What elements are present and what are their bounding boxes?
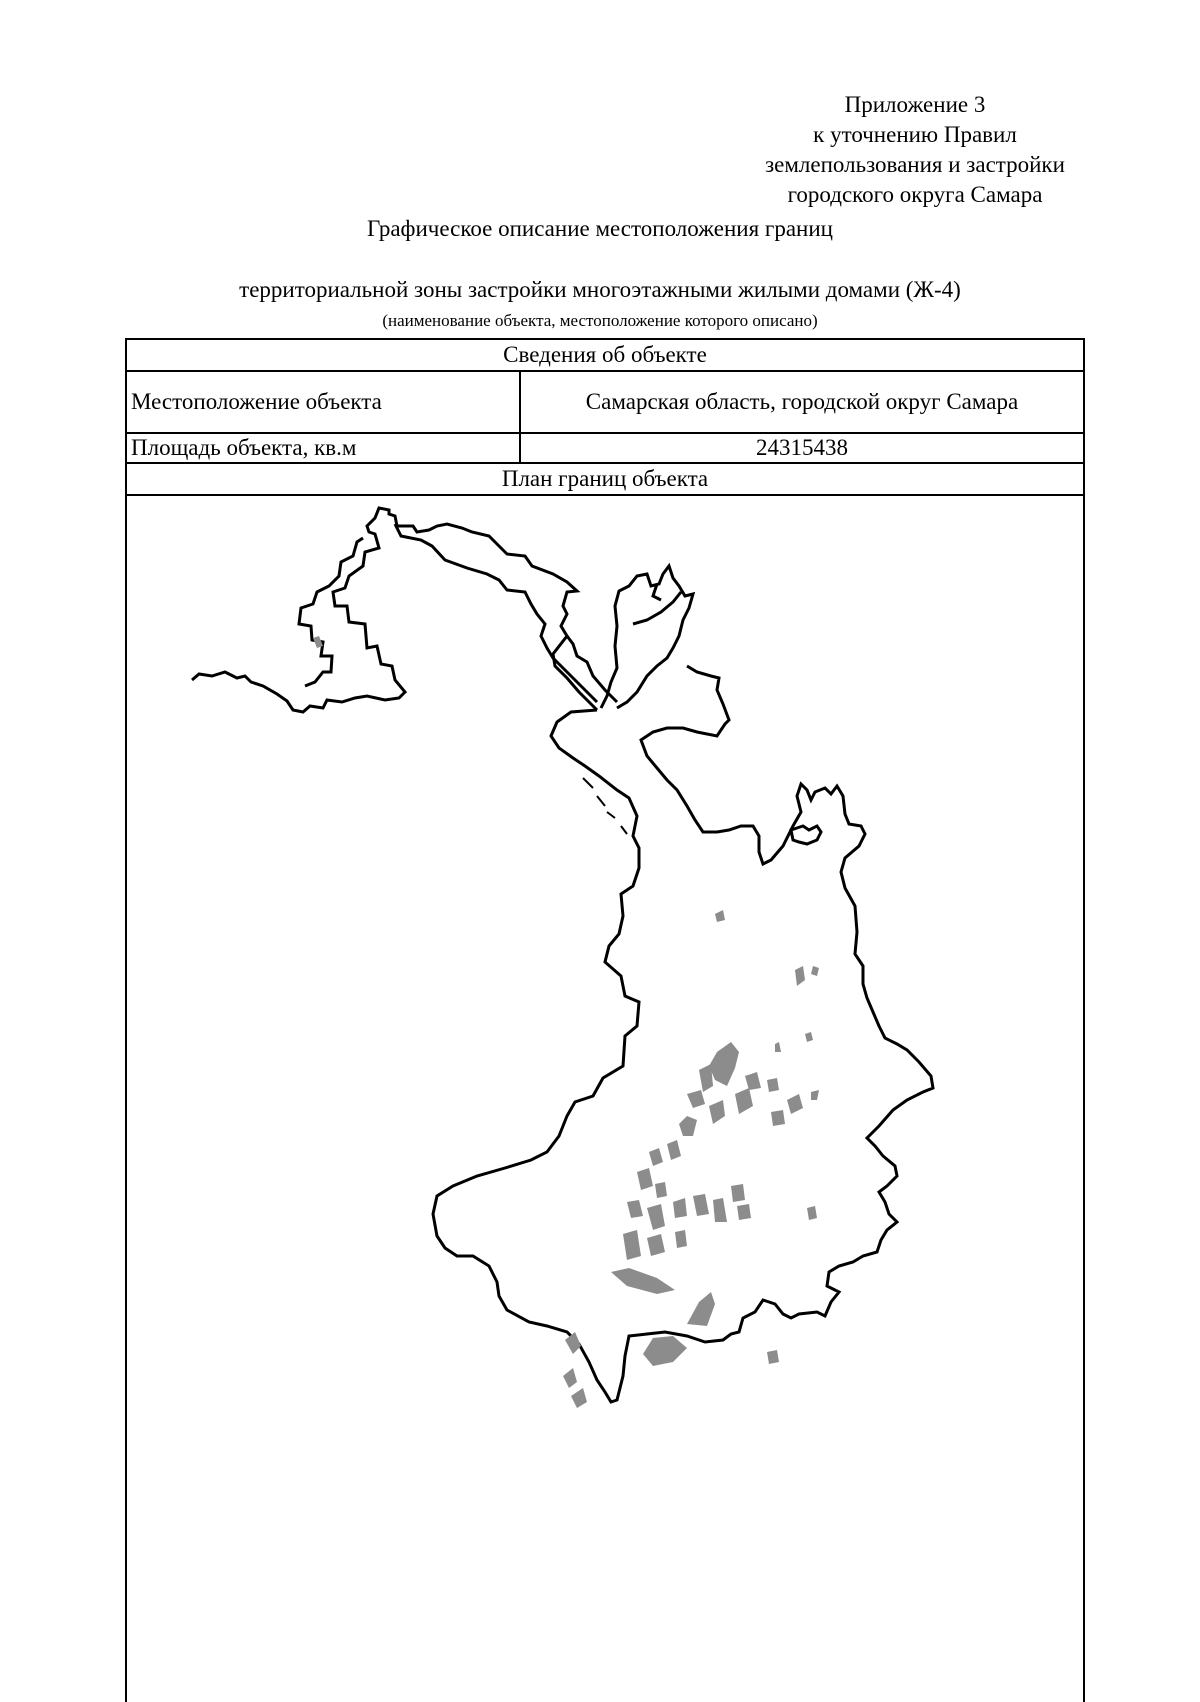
zone-polygon [627, 1200, 643, 1218]
zone-polygon [795, 966, 805, 986]
zone-polygon [655, 1182, 667, 1198]
zone-polygon [745, 1072, 761, 1090]
annex-line-4: городского округа Самара [787, 182, 1043, 207]
zone-polygon [699, 1064, 713, 1092]
zone-polygon [571, 1388, 587, 1408]
section-title-row [127, 340, 1083, 372]
zone-polygon [667, 1140, 681, 1160]
object-name: территориальной зоны застройки многоэтажными жилыми домами (Ж-4) [239, 277, 961, 302]
object-name-caption: (наименование объекта, местоположение которого описано) [382, 311, 818, 330]
zone-polygon [675, 1230, 687, 1248]
boundary-line-northeast [601, 566, 693, 708]
zone-polygon [811, 1090, 819, 1100]
boundary-line-loop [791, 826, 821, 844]
boundary-map-svg [127, 496, 1083, 1702]
plan-title-row [127, 464, 1083, 496]
zone-polygon [649, 1148, 663, 1166]
section-title: Сведения об объекте [503, 342, 707, 367]
zone-polygon [687, 1292, 715, 1326]
zone-polygon [787, 1094, 803, 1114]
annex-line-2: к уточнению Правил [813, 122, 1017, 147]
zone-polygon [805, 1032, 813, 1042]
plan-title: План границ объекта [501, 466, 709, 491]
zone-polygon [731, 1184, 745, 1202]
boundary-line-main [433, 666, 933, 1402]
boundary-detail-hatch [583, 778, 627, 834]
annex-line-1: Приложение 3 [844, 92, 986, 117]
zone-polygon [737, 1204, 751, 1220]
location-value: Самарская область, городской округ Самара [585, 389, 1019, 414]
area-label: Площадь объекта, кв.м [131, 435, 357, 460]
annex-line-3: землепользования и застройки [765, 152, 1065, 177]
document-title: Графическое описание местоположения границ [367, 216, 833, 241]
object-info-table [125, 338, 1085, 1702]
zone-polygon [637, 1168, 653, 1190]
zone-polygon [565, 1332, 581, 1354]
zone-polygon [673, 1198, 687, 1218]
zone-polygon [611, 1268, 675, 1294]
boundary-plan-map [127, 496, 1083, 1702]
zone-polygon [771, 1110, 785, 1126]
zone-polygon [767, 1350, 779, 1364]
zone-polygon [775, 1042, 781, 1052]
zone-polygon [679, 1116, 697, 1136]
area-value: 24315438 [756, 435, 848, 460]
zone-polygon [563, 1368, 577, 1388]
zone-polygon [735, 1088, 753, 1114]
annex-header [700, 90, 1130, 210]
zone-polygon [709, 1100, 725, 1124]
zone-polygon [647, 1204, 665, 1230]
location-row [127, 372, 1083, 434]
zone-polygon [693, 1194, 709, 1216]
area-row [127, 434, 1083, 464]
zone-polygon [647, 1234, 665, 1256]
zone-polygon [687, 1090, 705, 1108]
zone-polygon [713, 1198, 727, 1222]
zone-polygon [709, 1042, 739, 1086]
zone-polygon [623, 1230, 641, 1260]
zone-polygon [767, 1078, 779, 1092]
zone-polygon [811, 966, 819, 976]
location-label: Местоположение объекта [131, 389, 382, 414]
zone-polygon [715, 910, 725, 922]
zone-polygon [807, 1206, 817, 1220]
zone-polygon [643, 1336, 687, 1366]
